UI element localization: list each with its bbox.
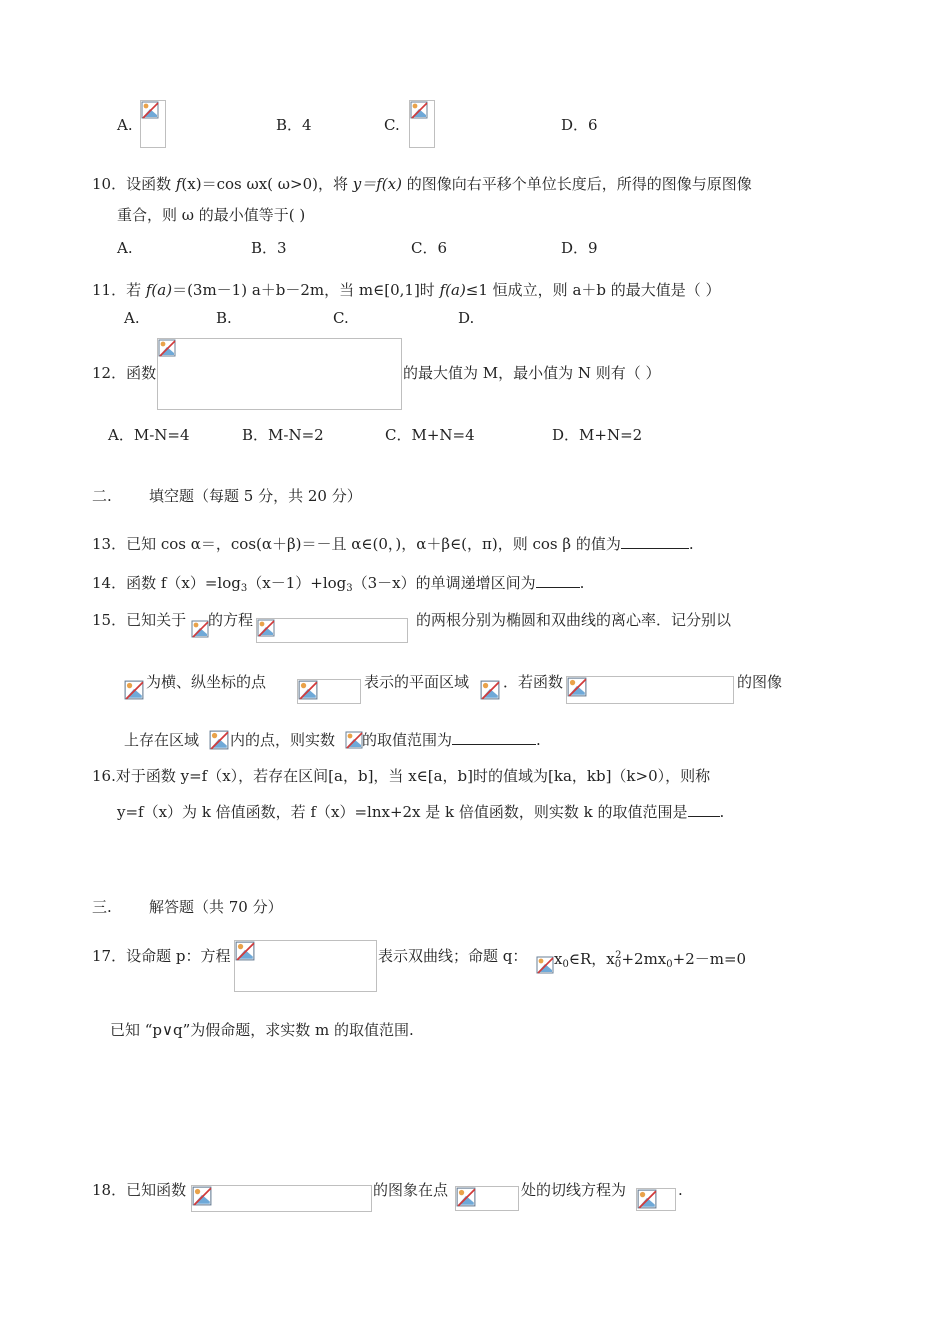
q18-function-image: [191, 1185, 372, 1212]
section-2-number: 二.: [92, 487, 112, 505]
q15-real-number-label: 内的点，则实数: [230, 731, 336, 749]
q10-line1: 10．设函数 f(x)＝cos ωx( ω>0)，将 y＝f(x) 的图像向右平移个单位长度后，所得的图像与原图像: [92, 175, 752, 193]
q15-exists-desc: 上存在区域: [124, 731, 200, 749]
q18-tangent-label: 处的切线方程为: [521, 1181, 627, 1199]
q15-coords-image: [124, 680, 146, 702]
q15-region-image: [480, 680, 502, 702]
q15-point-desc: 为横、纵坐标的点: [146, 673, 267, 691]
section-3-title: 解答题（共 70 分）: [149, 898, 283, 916]
q12-option-a: A．M-N=4: [108, 426, 190, 444]
q17-equation-image: [234, 940, 377, 992]
q12-suffix: 的最大值为 M，最小值为 N 则有（ ）: [403, 364, 661, 382]
q12-option-c: C．M+N=4: [385, 426, 475, 444]
q9-option-d: D．6: [561, 116, 598, 134]
q15-point-image: [297, 679, 361, 704]
q17-prefix: 17．设命题 p：方程: [92, 947, 231, 965]
broken-image-icon: [536, 956, 554, 974]
section-2-title: 填空题（每题 5 分，共 20 分）: [149, 487, 362, 505]
q13-line: 13．已知 cos α＝，cos(α＋β)＝－且 α∈(0，)，α＋β∈(，π)，则 cos β 的值为 .: [92, 535, 694, 553]
q11-option-c: C.: [333, 309, 349, 327]
q17-line2: 已知 “p∨q”为假命题，求实数 m 的取值范围.: [110, 1021, 414, 1039]
q10-option-c: C．6: [411, 239, 448, 257]
q12-function-image: [157, 338, 402, 410]
broken-image-icon: [345, 731, 363, 749]
q17-proposition-q: 表示双曲线；命题 q：: [378, 947, 528, 965]
q17-exists-symbol-image: [536, 956, 553, 975]
q15-equation-image: [256, 618, 408, 643]
broken-image-icon: [209, 730, 229, 750]
q15-function-label: ．若函数: [503, 673, 564, 691]
q15-equation-label: 的方程: [208, 611, 254, 629]
q15-answer-blank: [452, 730, 536, 745]
q9-option-b: B．4: [276, 116, 312, 134]
broken-image-icon: [124, 680, 144, 700]
broken-image-icon: [191, 620, 209, 638]
broken-image-icon: [410, 101, 428, 119]
q9-option-a: A.: [117, 116, 133, 134]
q9-option-a-image: [140, 100, 166, 148]
q10-option-d: D．9: [561, 239, 598, 257]
q16-answer-blank: [688, 802, 720, 817]
q9-option-c-image: [409, 100, 435, 148]
q18-point-label: 的图象在点: [373, 1181, 449, 1199]
q15-line1-suffix: 的两根分别为椭圆和双曲线的离心率．记分别以: [416, 611, 732, 629]
q15-var-image: [191, 620, 208, 639]
q10-option-b: B．3: [251, 239, 287, 257]
q15-function-image: [566, 676, 734, 704]
q9-option-c: C.: [384, 116, 400, 134]
q17-equation-text: $x_0\in R$，$x_0^2+2mx_0+2-m=0$: [554, 950, 747, 970]
q14-answer-blank: [536, 573, 580, 588]
q11-option-d: D.: [458, 309, 475, 327]
broken-image-icon: [637, 1189, 657, 1209]
q15-range-line: 的取值范围为 .: [362, 731, 541, 749]
q16-line2: y=f（x）为 k 倍值函数，若 f（x）=lnx+2x 是 k 倍值函数，则实数 k 的取值范围是 .: [117, 803, 725, 821]
q18-tangent-image: [636, 1188, 676, 1211]
q13-answer-blank: [621, 534, 689, 549]
q10-option-a: A.: [117, 239, 133, 257]
broken-image-icon: [235, 941, 255, 961]
q12-option-b: B．M-N=2: [242, 426, 324, 444]
q11-option-b: B.: [216, 309, 232, 327]
q12-prefix: 12．函数: [92, 364, 157, 382]
q12-option-d: D．M+N=2: [552, 426, 643, 444]
q15-graph-label: 的图像: [737, 673, 783, 691]
q15-region-desc: 表示的平面区域: [364, 673, 470, 691]
section-3-number: 三.: [92, 898, 112, 916]
q15-param-image: [345, 731, 362, 750]
broken-image-icon: [480, 680, 500, 700]
q11-option-a: A.: [124, 309, 140, 327]
q16-line1: 16.对于函数 y=f（x），若存在区间[a，b]，当 x∈[a，b]时的值域为[ka，kb]（k>0），则称: [92, 767, 711, 785]
q10-line2: 重合，则 ω 的最小值等于( ): [117, 206, 306, 224]
q18-prefix: 18．已知函数: [92, 1181, 187, 1199]
broken-image-icon: [192, 1186, 212, 1206]
broken-image-icon: [298, 680, 318, 700]
broken-image-icon: [456, 1187, 476, 1207]
q15-region-image-2: [209, 730, 229, 750]
broken-image-icon: [257, 619, 275, 637]
q11-line1: 11．若 f(a)＝(3m－1) a＋b－2m，当 m∈[0,1]时 f(a)≤1 恒成立，则 a＋b 的最大值是（ ）: [92, 281, 721, 299]
broken-image-icon: [141, 101, 159, 119]
q18-end: .: [678, 1181, 683, 1199]
q18-point-image: [455, 1186, 519, 1211]
q14-line: 14．函数 $f(x)=\log_3(x-1)+\log_3(3-x)$的单调递增区间为 .: [92, 574, 585, 594]
broken-image-icon: [158, 339, 176, 357]
q15-prefix: 15．已知关于: [92, 611, 187, 629]
broken-image-icon: [567, 677, 587, 697]
